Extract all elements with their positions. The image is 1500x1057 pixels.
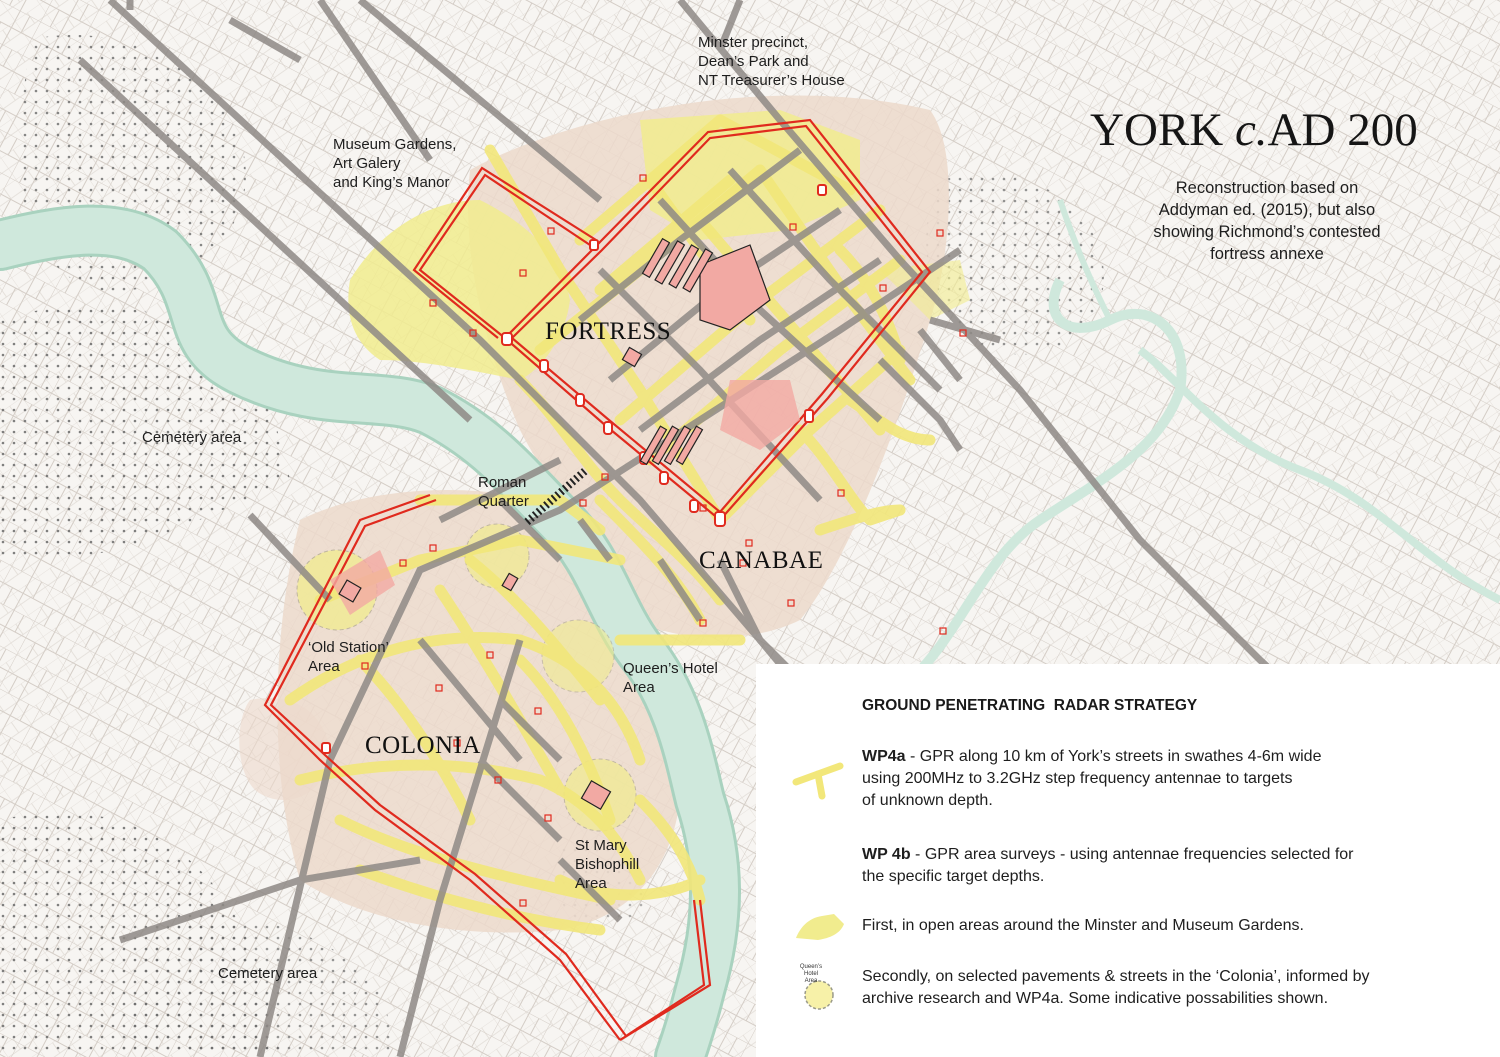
label-line: Bishophill: [575, 856, 640, 873]
label-line: NT Treasurer’s House: [698, 72, 845, 89]
title-main: YORK: [1090, 104, 1235, 156]
label-line: Museum Gardens,: [333, 136, 457, 153]
legend-wp4a-text: using 200MHz to 3.2GHz step frequency antennae to targets: [862, 770, 1293, 787]
old-station-label: [308, 638, 389, 676]
label-line: Area: [623, 679, 655, 696]
queens-hotel-label: [623, 659, 718, 697]
selected-streets-symbol-text: [794, 964, 828, 985]
symbol-text-line: Queen’s: [799, 964, 823, 970]
legend-wp4b-text: - GPR area surveys - using antennae frequencies selected for: [910, 846, 1354, 863]
label-line: Roman: [478, 474, 527, 491]
map-title: [1090, 103, 1418, 157]
symbol-text-line: Hotel: [803, 971, 818, 977]
legend-wp4a: [862, 746, 1482, 812]
label-line: Quarter: [478, 493, 529, 510]
subtitle-line: Addyman ed. (2015), but also: [1158, 201, 1376, 219]
minster-precinct-label: [698, 33, 845, 90]
label-line: Queen’s Hotel: [623, 660, 718, 677]
label-line: Art Galery: [333, 155, 401, 172]
legend-wp4b-key: WP 4b: [862, 846, 911, 863]
label-line: Cemetery area: [218, 965, 318, 982]
cemetery-west-label: [142, 428, 241, 447]
legend-second: [862, 966, 1482, 1010]
subtitle-line: Reconstruction based on: [1175, 179, 1359, 197]
label-line: Minster precinct,: [698, 34, 809, 51]
label-line: Dean’s Park and: [698, 53, 809, 70]
legend-second-line: Secondly, on selected pavements & streets in the ‘Colonia’, informed by: [862, 968, 1370, 985]
label-line: Cemetery area: [142, 429, 242, 446]
roman-quarter-label: [478, 473, 529, 511]
legend-wp4a-text: of unknown depth.: [862, 792, 993, 809]
label-line: Area: [575, 875, 607, 892]
fortress-label: FORTRESS: [545, 318, 672, 345]
subtitle-line: showing Richmond’s contested: [1153, 223, 1381, 241]
gpr-street-symbol: [792, 756, 848, 800]
legend-panel: [756, 664, 1500, 1057]
symbol-text-line: Area: [804, 978, 818, 984]
label-line: St Mary: [575, 837, 627, 854]
legend-wp4a-key: WP4a: [862, 748, 906, 765]
legend-wp4b-text: the specific target depths.: [862, 868, 1045, 885]
legend-wp4b: [862, 844, 1482, 888]
canabae-label: CANABAE: [699, 547, 824, 574]
legend-wp4b-line1: [862, 844, 1482, 866]
map-subtitle: [1122, 177, 1412, 265]
legend-wp4a-text: - GPR along 10 km of York’s streets in swathes 4-6m wide: [905, 748, 1322, 765]
cemetery-south-label: [218, 964, 317, 983]
st-mary-bishophill-label: [575, 836, 639, 893]
title-italic: c.: [1234, 104, 1268, 156]
label-line: and King’s Manor: [333, 174, 450, 191]
open-area-symbol: [794, 912, 850, 942]
legend-title: GROUND PENETRATING RADAR STRATEGY: [862, 697, 1198, 714]
label-line: Area: [308, 658, 340, 675]
legend-first: First, in open areas around the Minster and Museum Gardens.: [862, 917, 1304, 934]
museum-gardens-label: [333, 135, 456, 192]
legend-second-line: archive research and WP4a. Some indicative possabilities shown.: [862, 990, 1329, 1007]
title-year: AD 200: [1267, 104, 1418, 156]
subtitle-line: fortress annexe: [1210, 245, 1324, 263]
label-line: ‘Old Station’: [308, 639, 389, 656]
colonia-label: COLONIA: [365, 732, 481, 759]
legend-wp4a-line1: [862, 746, 1482, 768]
